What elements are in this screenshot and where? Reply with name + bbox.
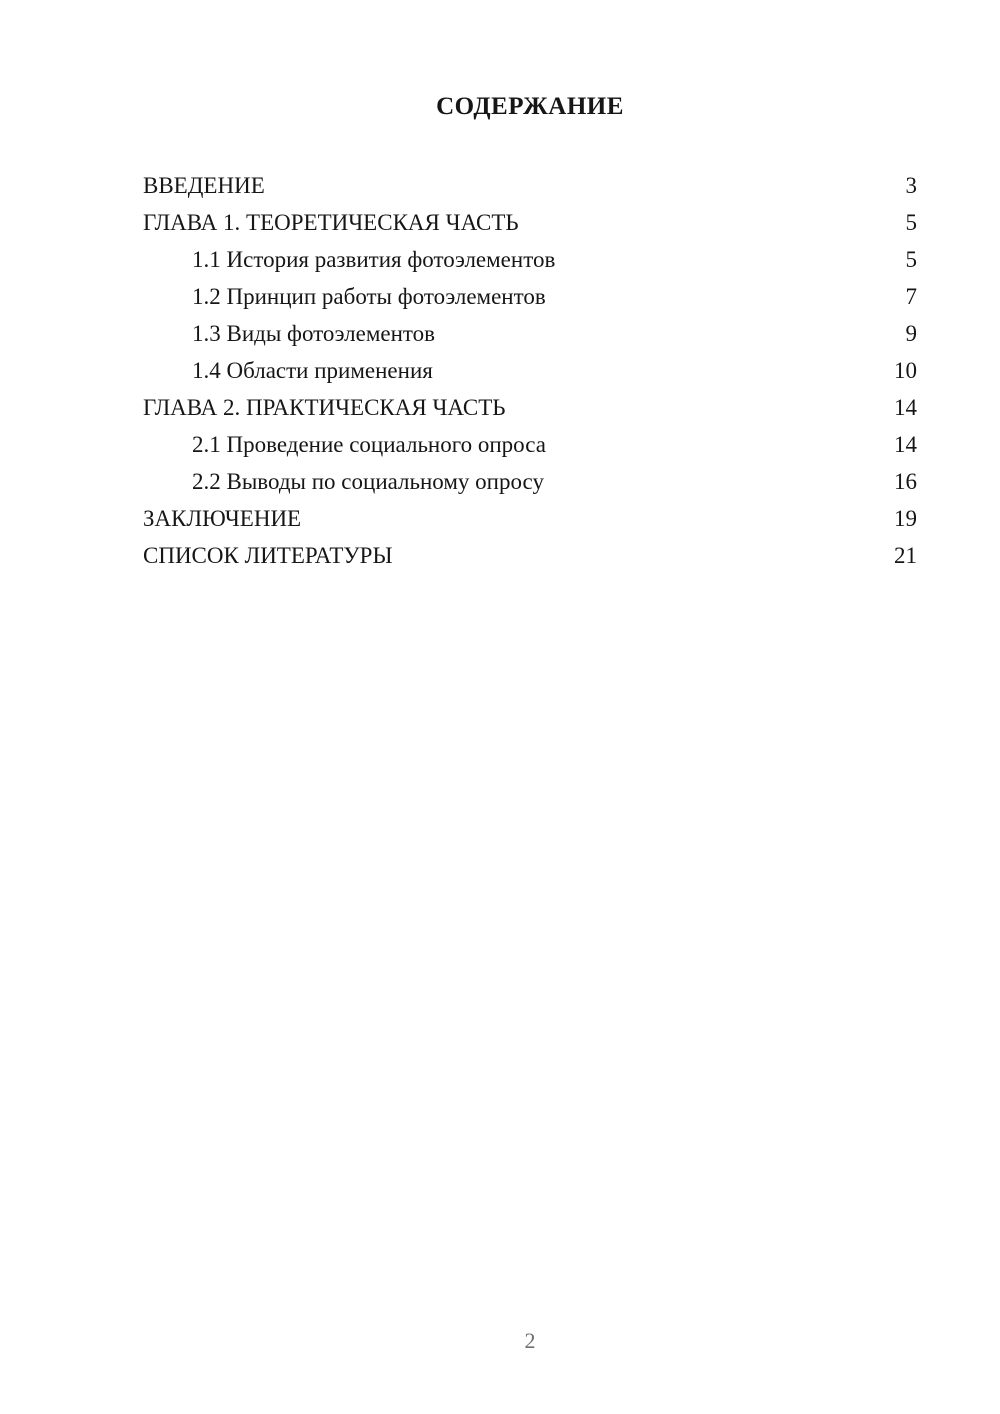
toc-entry-page: 16: [894, 469, 917, 494]
toc-entry-page: 7: [905, 284, 917, 309]
toc-entry-label: 1.3 Виды фотоэлементов: [192, 321, 436, 346]
table-of-contents: [143, 167, 917, 574]
toc-entry: [143, 463, 917, 500]
toc-entry-label: 2.1 Проведение социального опроса: [192, 432, 546, 457]
toc-entry: [143, 537, 917, 574]
toc-entry: [143, 204, 917, 241]
toc-entry-label: СПИСОК ЛИТЕРАТУРЫ: [143, 543, 393, 568]
toc-entry-page: 19: [894, 506, 917, 531]
toc-entry: [143, 389, 917, 426]
toc-entry: [143, 167, 917, 204]
toc-entry-page: 5: [905, 247, 917, 272]
toc-entry-label: 1.4 Области применения: [192, 358, 433, 383]
toc-entry-label: 1.1 История развития фотоэлементов: [192, 247, 556, 272]
toc-entry-page: 5: [905, 210, 917, 235]
toc-entry-page: 14: [894, 395, 917, 420]
toc-entry: [143, 426, 917, 463]
toc-entry-label: ЗАКЛЮЧЕНИЕ: [143, 506, 302, 531]
toc-entry: [143, 241, 917, 278]
toc-entry-page: 9: [905, 321, 917, 346]
toc-entry-page: 10: [894, 358, 917, 383]
toc-entry-page: 14: [894, 432, 917, 457]
toc-entry-label: ГЛАВА 2. ПРАКТИЧЕСКАЯ ЧАСТЬ: [143, 395, 506, 420]
toc-entry-page: 21: [894, 543, 917, 568]
toc-entry-page: 3: [905, 173, 917, 198]
toc-entry: [143, 315, 917, 352]
toc-entry-label: ВВЕДЕНИЕ: [143, 173, 265, 198]
toc-entry-label: ГЛАВА 1. ТЕОРЕТИЧЕСКАЯ ЧАСТЬ: [143, 210, 519, 235]
toc-entry-label: 2.2 Выводы по социальному опросу: [192, 469, 544, 494]
toc-entry: [143, 352, 917, 389]
toc-entry-label: 1.2 Принцип работы фотоэлементов: [192, 284, 546, 309]
toc-entry: [143, 500, 917, 537]
footer-page-number: 2: [524, 1328, 536, 1353]
toc-entry: [143, 278, 917, 315]
page-title: СОДЕРЖАНИЕ: [436, 93, 624, 120]
